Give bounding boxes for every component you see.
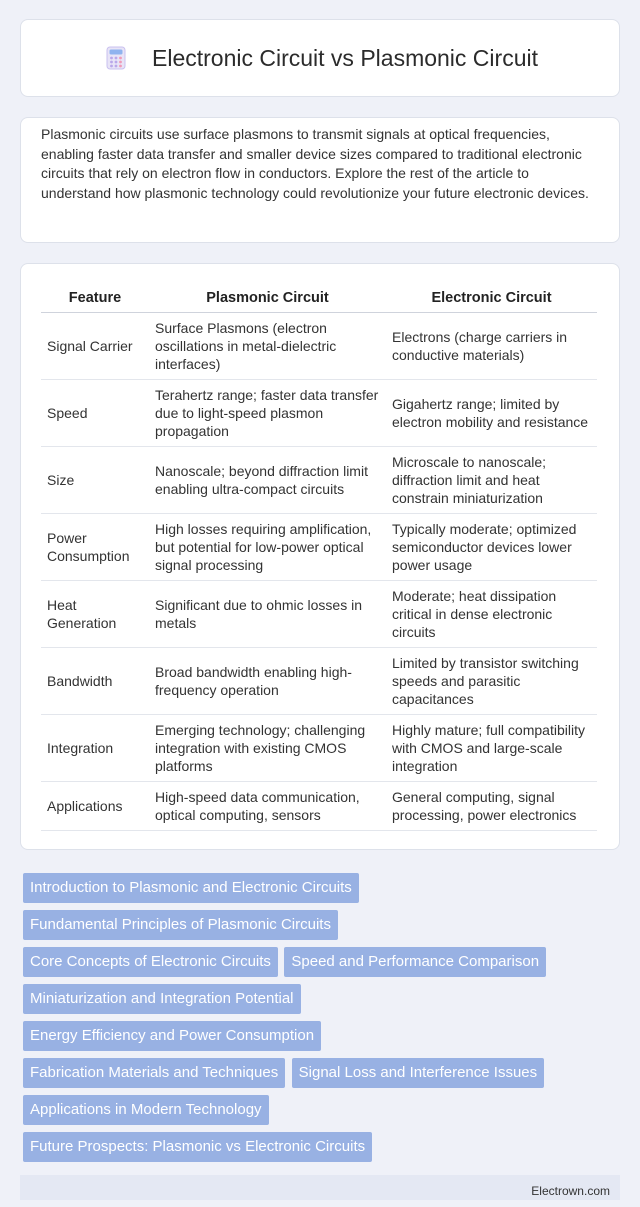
electronic-cell: Microscale to nanoscale; diffraction limit and heat constrain miniaturization [386, 447, 597, 514]
comparison-table-card [20, 263, 620, 850]
topic-tag-miniaturization[interactable]: Miniaturization and Integration Potential [23, 984, 301, 1014]
topic-tags [23, 873, 620, 1169]
electronic-cell: Limited by transistor switching speeds and parasitic capacitances [386, 648, 597, 715]
table-row [41, 380, 597, 447]
table-row [41, 514, 597, 581]
topic-tag-speed-performance[interactable]: Speed and Performance Comparison [284, 947, 546, 977]
feature-cell: Signal Carrier [41, 313, 149, 380]
feature-cell: Speed [41, 380, 149, 447]
intro-card [20, 117, 620, 243]
table-row [41, 715, 597, 782]
feature-cell: Size [41, 447, 149, 514]
topic-tag-fabrication[interactable]: Fabrication Materials and Techniques [23, 1058, 285, 1088]
plasmonic-cell: Terahertz range; faster data transfer due to light-speed plasmon propagation [149, 380, 386, 447]
feature-cell: Integration [41, 715, 149, 782]
electronic-cell: Gigahertz range; limited by electron mobility and resistance [386, 380, 597, 447]
topic-tag-applications[interactable]: Applications in Modern Technology [23, 1095, 269, 1125]
page-title: Electronic Circuit vs Plasmonic Circuit [152, 44, 538, 71]
table-row [41, 447, 597, 514]
electronic-cell: Moderate; heat dissipation critical in dense electronic circuits [386, 581, 597, 648]
table-row [41, 782, 597, 831]
intro-paragraph: Plasmonic circuits use surface plasmons to transmit signals at optical frequencies, enabling faster data transfer and smaller device sizes compared to traditional electronic circuits that rely on electron flow in conductors. Explore the rest of the article to understand how plasmonic technology could revolutionize your future electronic devices. [41, 126, 589, 201]
calculator-icon [102, 44, 130, 72]
plasmonic-cell: Nanoscale; beyond diffraction limit enabling ultra-compact circuits [149, 447, 386, 514]
comparison-table [41, 284, 597, 831]
plasmonic-cell: Broad bandwidth enabling high-frequency operation [149, 648, 386, 715]
footer-brand[interactable]: Electrown.com [531, 1184, 610, 1198]
plasmonic-cell: Significant due to ohmic losses in metals [149, 581, 386, 648]
feature-cell: Applications [41, 782, 149, 831]
title-card [20, 19, 620, 97]
header-plasmonic: Plasmonic Circuit [149, 284, 386, 313]
footer [20, 1175, 620, 1200]
header-electronic: Electronic Circuit [386, 284, 597, 313]
feature-cell: Power Consumption [41, 514, 149, 581]
header-feature: Feature [41, 284, 149, 313]
plasmonic-cell: High losses requiring amplification, but potential for low-power optical signal processing [149, 514, 386, 581]
plasmonic-cell: Surface Plasmons (electron oscillations in metal-dielectric interfaces) [149, 313, 386, 380]
electronic-cell: Highly mature; full compatibility with CMOS and large-scale integration [386, 715, 597, 782]
table-row [41, 648, 597, 715]
table-header-row [41, 284, 597, 313]
electronic-cell: Typically moderate; optimized semiconductor devices lower power usage [386, 514, 597, 581]
topic-tag-energy-efficiency[interactable]: Energy Efficiency and Power Consumption [23, 1021, 321, 1051]
electronic-cell: Electrons (charge carriers in conductive materials) [386, 313, 597, 380]
plasmonic-cell: Emerging technology; challenging integration with existing CMOS platforms [149, 715, 386, 782]
topic-tag-core-concepts[interactable]: Core Concepts of Electronic Circuits [23, 947, 278, 977]
table-row [41, 313, 597, 380]
feature-cell: Heat Generation [41, 581, 149, 648]
feature-cell: Bandwidth [41, 648, 149, 715]
topic-tag-introduction[interactable]: Introduction to Plasmonic and Electronic Circuits [23, 873, 359, 903]
electronic-cell: General computing, signal processing, power electronics [386, 782, 597, 831]
plasmonic-cell: High-speed data communication, optical computing, sensors [149, 782, 386, 831]
topic-tag-signal-loss[interactable]: Signal Loss and Interference Issues [292, 1058, 544, 1088]
topic-tag-future-prospects[interactable]: Future Prospects: Plasmonic vs Electronic Circuits [23, 1132, 372, 1162]
topic-tag-fundamental-principles[interactable]: Fundamental Principles of Plasmonic Circuits [23, 910, 338, 940]
table-row [41, 581, 597, 648]
